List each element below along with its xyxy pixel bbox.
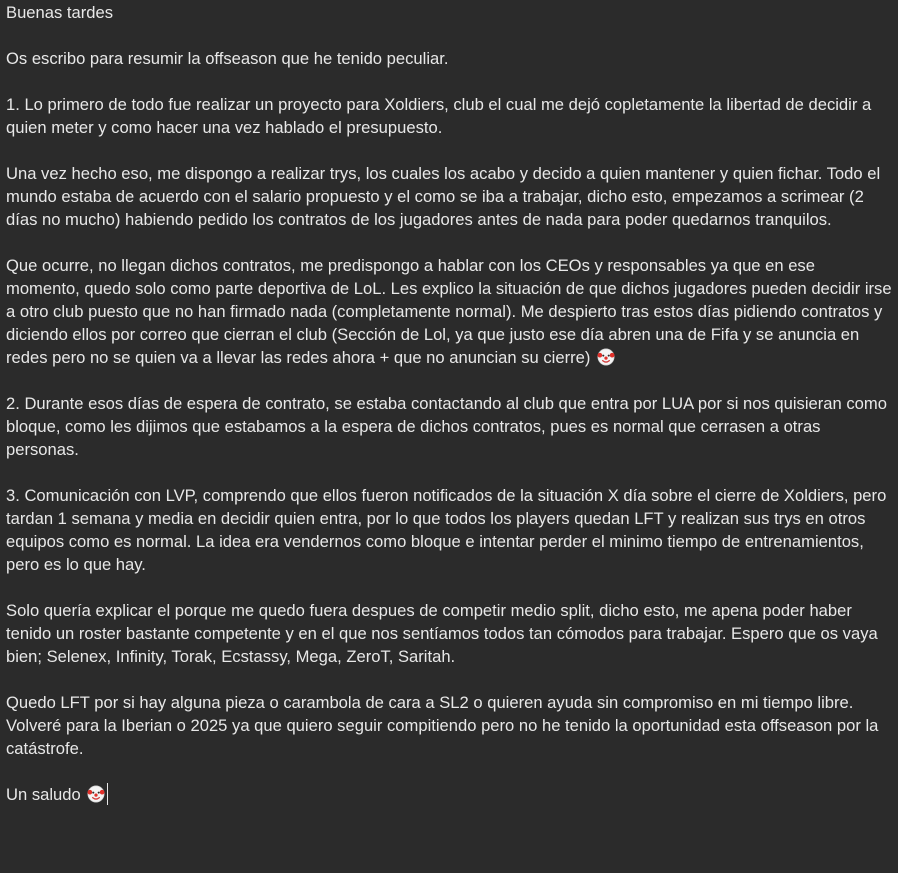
clown-face-icon [597, 348, 615, 366]
clown-face-icon [87, 785, 105, 803]
paragraph-3: Que ocurre, no llegan dichos contratos, me predispongo a hablar con los CEOs y responsables ya que en ese momento, quedo solo como parte deportiva de LoL. Les explico la situación de que dichos jugadores pueden decidir irse a otro club puesto que no han firmado nada (completamente normal). Me despierto tras estos días pidiendo contratos y diciendo ellos por correo que cierran el club (Sección de Lol, ya que justo ese día abren una de Fifa y se anuncia en redes pero no se quien va a llevar las redes ahora + que no anuncian su cierre) [6, 256, 892, 367]
signoff-container [6, 783, 892, 806]
greeting-line: Buenas tardes [6, 3, 114, 22]
paragraph-6: Solo quería explicar el porque me quedo fuera despues de competir medio split, dicho esto, me apena poder haber tenido un roster bastante competente y en el que nos sentíamos todos tan cómodos para trabajar. Espero que os vaya bien; Selenex, Infinity, Torak, Ecstassy, Mega, ZeroT, Saritah. [6, 601, 878, 666]
paragraph-5: 3. Comunicación con LVP, comprendo que ellos fueron notificados de la situación X día sobre el cierre de Xoldiers, pero tardan 1 semana y media en decidir quien entra, por lo que todos los players quedan LFT y realizan sus trys en otros equipos como es normal. La idea era vendernos como bloque e intentar perder el minimo tiempo de entrenamientos, pero es lo que hay. [6, 486, 887, 574]
paragraph-3-container [6, 254, 892, 369]
paragraph-7: Quedo LFT por si hay alguna pieza o carambola de cara a SL2 o quieren ayuda sin compromiso en mi tiempo libre. Volveré para la Iberian o 2025 ya que quiero seguir compitiendo pero no he tenido la oportunidad esta offseason por la catástrofe. [6, 693, 879, 758]
text-cursor [107, 783, 108, 805]
paragraph-4: 2. Durante esos días de espera de contrato, se estaba contactando al club que entra por LUA por si nos quisieran como bloque, como les dijimos que estabamos a la espera de dichos contratos, pues es normal que cerrasen a otras personas. [6, 394, 887, 459]
paragraph-1: 1. Lo primero de todo fue realizar un proyecto para Xoldiers, club el cual me dejó copletamente la libertad de decidir a quien meter y como hacer una vez hablado el presupuesto. [6, 95, 872, 137]
paragraph-2: Una vez hecho eso, me dispongo a realizar trys, los cuales los acabo y decido a quien mantener y quien fichar. Todo el mundo estaba de acuerdo con el salario propuesto y el como se iba a trabajar, dicho esto, empezamos a scrimear (2 días no mucho) habiendo pedido los contratos de los jugadores antes de nada para poder quedarnos tranquilos. [6, 164, 881, 229]
intro-paragraph: Os escribo para resumir la offseason que he tenido peculiar. [6, 49, 449, 68]
signoff-line: Un saludo [6, 785, 81, 804]
